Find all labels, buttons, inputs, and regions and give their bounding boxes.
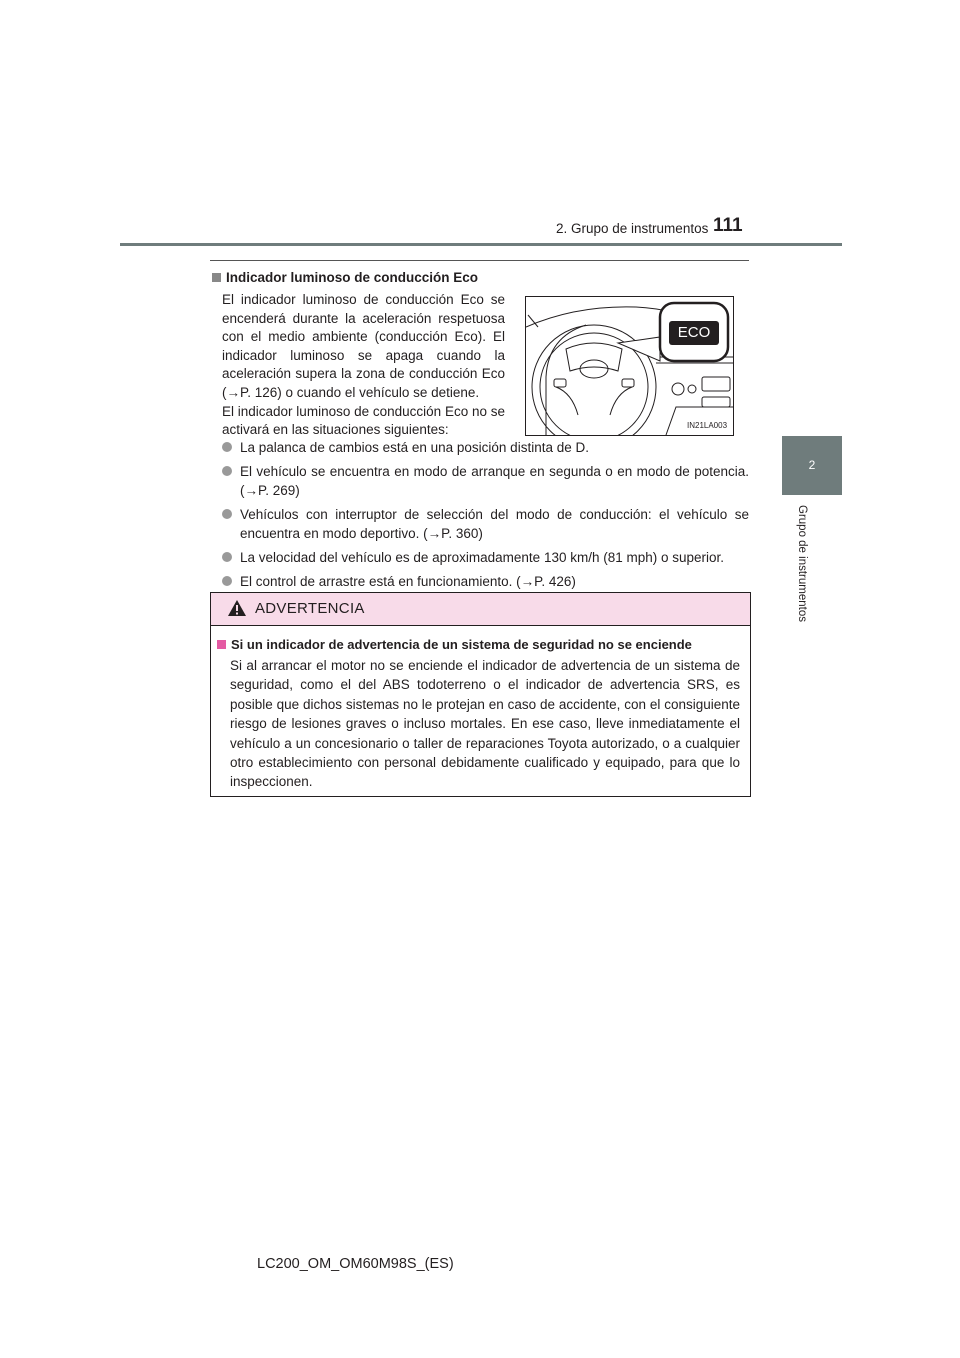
header-rule xyxy=(120,243,842,246)
header-section-title: 2. Grupo de instrumentos xyxy=(556,221,709,236)
bullet-icon xyxy=(222,576,232,586)
warning-triangle-icon xyxy=(227,599,247,617)
list-item: La palanca de cambios está en una posición distinta de D. xyxy=(222,438,749,457)
intro-paragraph-2: El indicador luminoso de conducción Eco no se activará en las situaciones siguientes: xyxy=(222,403,505,438)
bullet-icon xyxy=(222,552,232,562)
warning-square-icon xyxy=(217,640,226,649)
footer-code: LC200_OM_OM60M98S_(ES) xyxy=(257,1256,454,1272)
list-item: La velocidad del vehículo es de aproximadamente 130 km/h (81 mph) o superior. xyxy=(222,548,749,567)
section-heading-text: Indicador luminoso de conducción Eco xyxy=(226,270,479,285)
side-tab-number: 2 xyxy=(782,436,842,495)
list-item: Vehículos con interruptor de selección del modo de conducción: el vehículo se encuentra en modo deportivo. (→P. 360) xyxy=(222,505,749,543)
list-item: El control de arrastre está en funcionamiento. (→P. 426) xyxy=(222,572,749,591)
warning-header xyxy=(211,593,750,626)
list-item: El vehículo se encuentra en modo de arranque en segunda o en modo de potencia. (→P. 269) xyxy=(222,462,749,500)
dashboard-illustration xyxy=(526,297,733,435)
warning-text: Si al arrancar el motor no se enciende el indicador de advertencia de un sistema de seguridad, como el del ABS todoterreno o el indicador de advertencia SRS, es posible que dichos sistemas no le protejan en caso de accidente, con el consiguiente riesgo de lesiones graves o incluso mortales. En ese caso, lleve inmediatamente el vehículo a un concesionario o taller de reparaciones Toyota autorizado, o a cualquier otro establecimiento con personal debidamente cualificado y equipado, para que lo inspeccionen. xyxy=(230,658,740,790)
condition-list xyxy=(222,438,749,596)
bullet-icon xyxy=(222,466,232,476)
warning-heading xyxy=(217,637,692,652)
page-number: 111 xyxy=(713,215,743,236)
section-heading xyxy=(212,270,478,285)
content-rule xyxy=(210,260,749,261)
warning-box xyxy=(210,592,751,797)
figure-code: IN21LA003 xyxy=(687,421,728,430)
bullet-icon xyxy=(222,509,232,519)
intro-paragraph-1: El indicador luminoso de conducción Eco se encenderá durante la aceleración respetuosa con el medio ambiente (conducción Eco). El indicador luminoso se apaga cuando la aceleración supera la zona de conducción Eco (→P. 126) o cuando el vehículo se detiene. xyxy=(222,292,505,400)
warning-heading-text: Si un indicador de advertencia de un sistema de seguridad no se enciende xyxy=(231,637,692,652)
warning-title: ADVERTENCIA xyxy=(255,600,365,617)
eco-label: ECO xyxy=(677,324,711,341)
intro-text xyxy=(222,291,505,440)
side-tab-label: Grupo de instrumentos xyxy=(796,505,808,622)
eco-indicator-figure xyxy=(525,296,734,436)
bullet-icon xyxy=(222,442,232,452)
heading-square-icon xyxy=(212,273,221,282)
